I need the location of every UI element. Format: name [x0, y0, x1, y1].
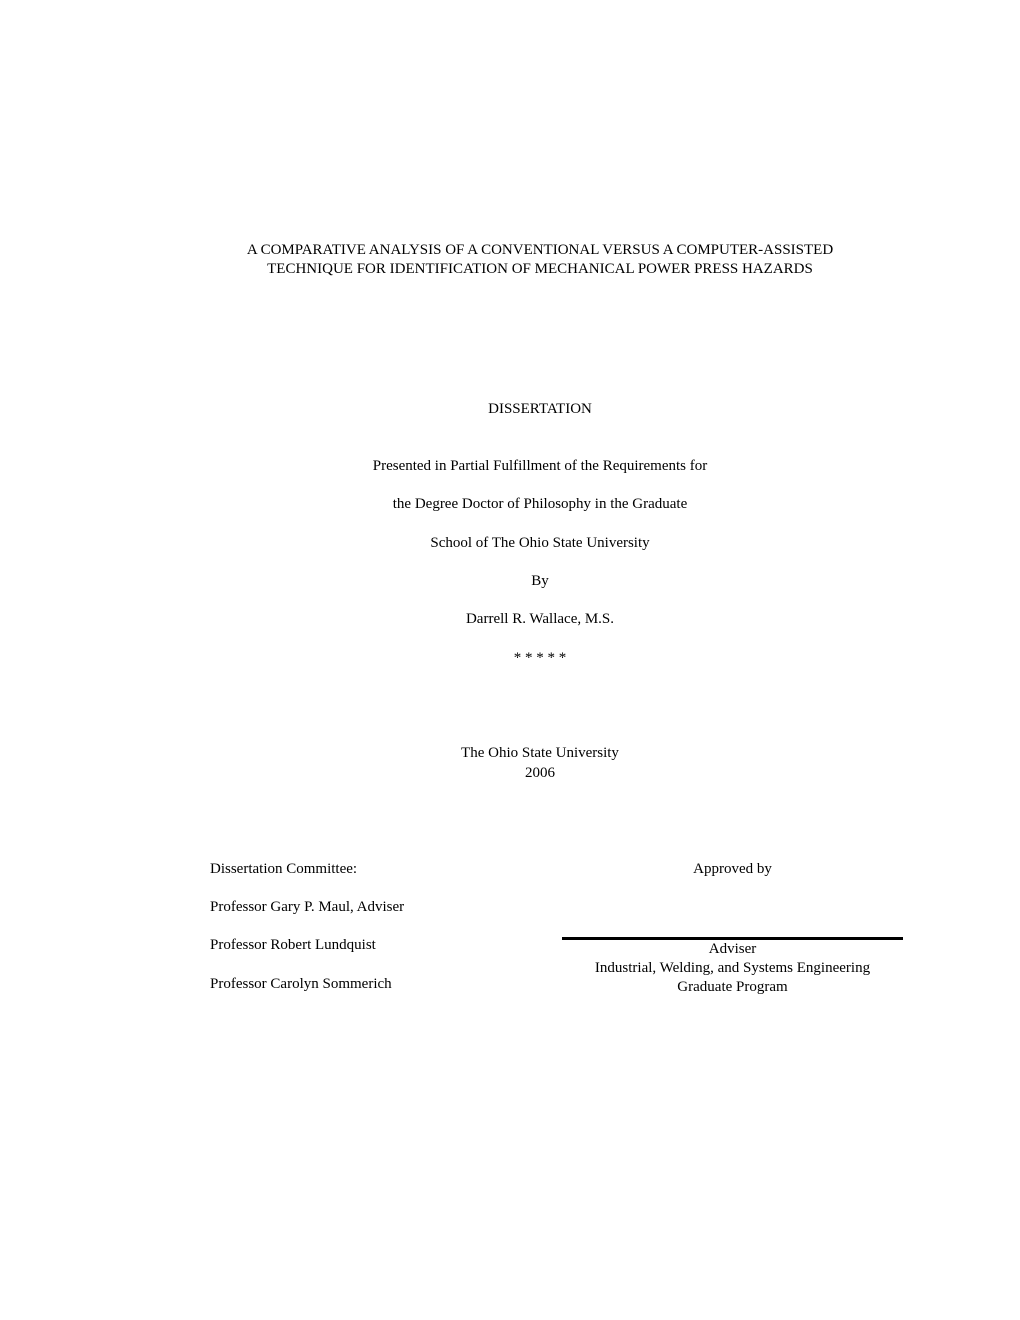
institution-name: The Ohio State University: [461, 745, 619, 761]
title-line-1: A COMPARATIVE ANALYSIS OF A CONVENTIONAL VERSUS A COMPUTER-ASSISTED: [246, 242, 834, 258]
committee-member: Professor Carolyn Sommerich: [210, 976, 392, 992]
signature-role: Adviser: [708, 941, 757, 957]
by-label: By: [531, 573, 549, 589]
fulfillment-line-3: School of The Ohio State University: [430, 535, 650, 551]
author-name: Darrell R. Wallace, M.S.: [465, 611, 615, 627]
approved-by-label: Approved by: [693, 861, 772, 877]
year: 2006: [525, 765, 555, 781]
separator-stars: * * * * *: [513, 650, 567, 666]
fulfillment-line-1: Presented in Partial Fulfillment of the Requirements for: [372, 458, 708, 474]
committee-member: Professor Gary P. Maul, Adviser: [210, 899, 405, 915]
document-type: DISSERTATION: [488, 401, 592, 417]
committee-label: Dissertation Committee:: [210, 861, 358, 877]
program-line-1: Industrial, Welding, and Systems Engineering: [594, 960, 871, 976]
title-line-2: TECHNIQUE FOR IDENTIFICATION OF MECHANICAL POWER PRESS HAZARDS: [267, 261, 813, 277]
program-line-2: Graduate Program: [677, 979, 788, 995]
committee-member: Professor Robert Lundquist: [210, 937, 376, 953]
fulfillment-line-2: the Degree Doctor of Philosophy in the Graduate: [392, 496, 688, 512]
